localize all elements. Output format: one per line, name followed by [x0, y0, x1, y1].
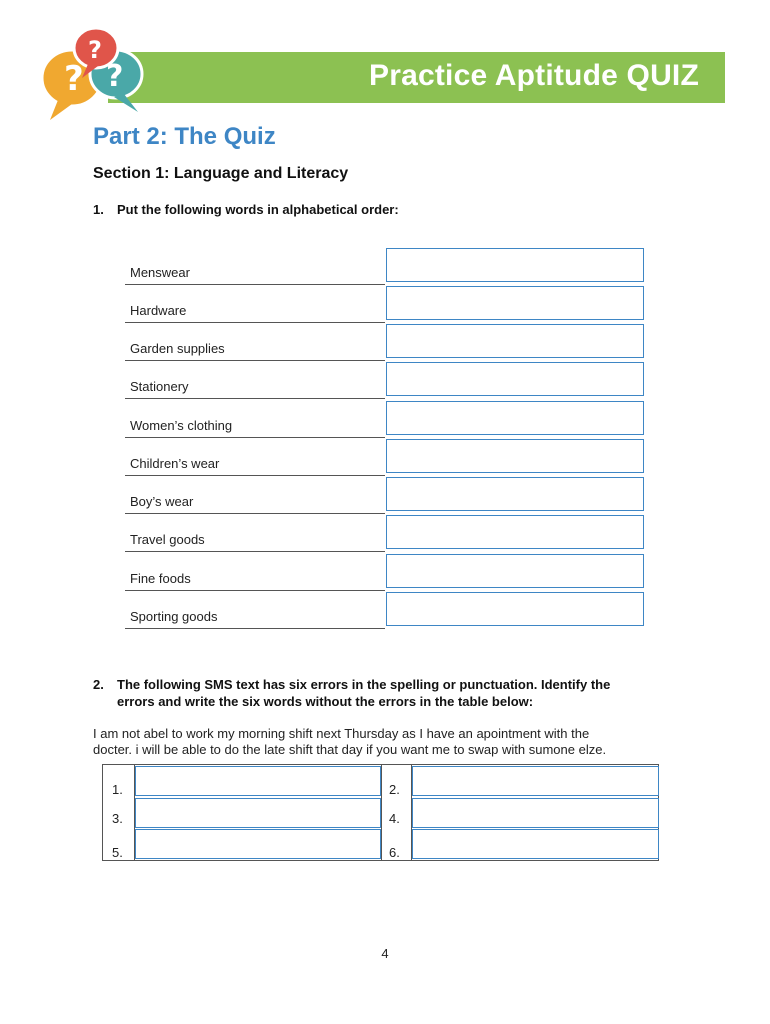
logo-glyph-1: ? — [64, 59, 84, 99]
answer-box-4[interactable] — [386, 362, 644, 396]
answer-cell-3[interactable] — [135, 798, 381, 828]
word-label: Women’s clothing — [130, 418, 233, 433]
question-2-line-1: The following SMS text has six errors in the spelling or punctuation. Identify the — [117, 677, 611, 692]
answer-box-2[interactable] — [386, 286, 644, 320]
title-banner — [108, 52, 725, 103]
word-row — [125, 590, 385, 629]
word-row — [125, 322, 385, 361]
question-2-number: 2. — [93, 677, 104, 692]
word-label: Travel goods — [130, 532, 205, 547]
question-1 — [93, 202, 399, 217]
cell-label-3: 3. — [112, 811, 123, 826]
sms-line-1: I am not abel to work my morning shift next Thursday as I have an apointment with the — [93, 726, 590, 741]
word-row — [125, 399, 385, 438]
answer-box-7[interactable] — [386, 477, 644, 511]
answer-cell-4[interactable] — [412, 798, 659, 828]
question-1-number: 1. — [93, 202, 104, 217]
answer-cell-1[interactable] — [135, 766, 381, 796]
word-row — [125, 246, 385, 285]
question-1-text: Put the following words in alphabetical order: — [117, 202, 399, 217]
section-title: Section 1: Language and Literacy — [93, 165, 349, 182]
question-2-line-2: errors and write the six words without the errors in the table below: — [117, 694, 534, 709]
word-row — [125, 475, 385, 514]
word-label: Fine foods — [130, 571, 191, 586]
word-label: Menswear — [130, 265, 190, 280]
answer-cell-6[interactable] — [412, 829, 659, 859]
word-row — [125, 552, 385, 591]
word-label: Hardware — [130, 303, 187, 318]
question-2 — [93, 676, 673, 710]
cell-label-2: 2. — [389, 782, 400, 797]
word-label: Boy’s wear — [130, 494, 194, 509]
answer-box-3[interactable] — [386, 324, 644, 358]
word-label: Stationery — [130, 379, 189, 394]
word-label: Garden supplies — [130, 341, 225, 356]
answer-box-9[interactable] — [386, 554, 644, 588]
cell-label-4: 4. — [389, 811, 400, 826]
quiz-logo-icon — [36, 20, 154, 128]
answer-cell-2[interactable] — [412, 766, 659, 796]
cell-label-6: 6. — [389, 845, 400, 860]
sms-text — [93, 726, 693, 758]
answer-cell-5[interactable] — [135, 829, 381, 859]
answer-box-5[interactable] — [386, 401, 644, 435]
banner-title: Practice Aptitude QUIZ — [368, 59, 699, 92]
part-title: Part 2: The Quiz — [93, 123, 276, 150]
cell-label-5: 5. — [112, 845, 123, 860]
table-divider — [381, 765, 382, 860]
answer-box-10[interactable] — [386, 592, 644, 626]
word-row — [125, 360, 385, 399]
word-row — [125, 284, 385, 323]
page-number: 4 — [381, 946, 389, 961]
answer-box-8[interactable] — [386, 515, 644, 549]
cell-label-1: 1. — [112, 782, 123, 797]
word-label: Sporting goods — [130, 609, 218, 624]
sms-line-2: docter. i will be able to do the late shift that day if you want me to swap with sumone elze. — [93, 742, 607, 757]
word-label: Children’s wear — [130, 456, 220, 471]
logo-glyph-3: ? — [88, 36, 102, 64]
logo-glyph-2: ? — [106, 59, 124, 94]
answer-box-1[interactable] — [386, 248, 644, 282]
answer-box-6[interactable] — [386, 439, 644, 473]
word-row — [125, 437, 385, 476]
answer-table — [102, 764, 659, 861]
word-row — [125, 513, 385, 552]
